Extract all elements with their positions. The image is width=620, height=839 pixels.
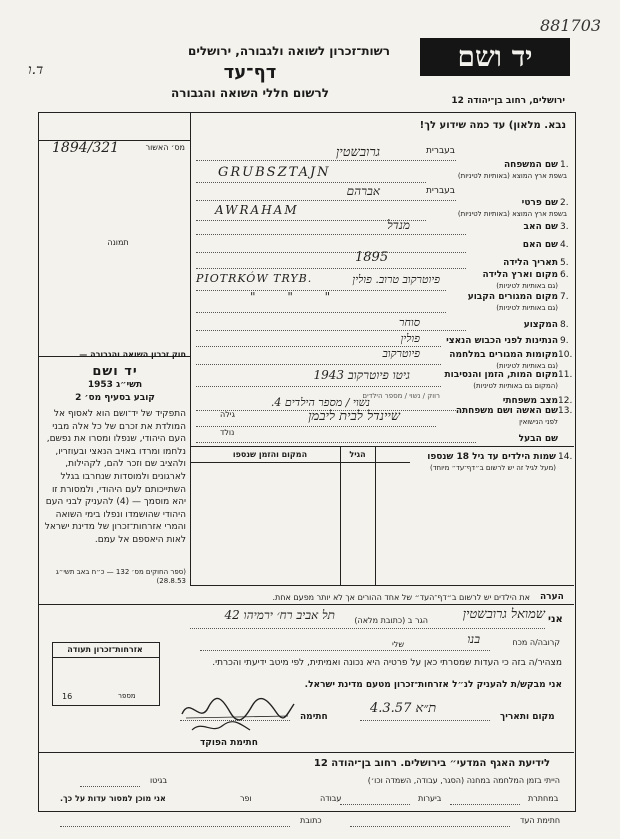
bottom-line3: אני מוכן למסור עדות על כך. <box>60 794 166 803</box>
header-address: ירושלים, רחוב בן־יהודה 12 <box>451 96 565 106</box>
law-year: תשי״ג 1953 <box>87 380 143 390</box>
f1-lang: בעברית <box>425 146 455 156</box>
f6-value: פיוטרקוב טרוב. פולין <box>352 273 440 286</box>
f13-sub: לפני הנישואין <box>519 418 558 426</box>
f1-line <box>196 160 456 161</box>
f13-num: 13. <box>558 406 573 416</box>
certificate-title: אזרחות־זכרון תעודה <box>67 645 143 654</box>
bottom-line2c: עבודה <box>320 794 342 803</box>
bottom-title: לידיעת האגף המדעי״ בירושלים. רחוב בן־יהודה 12 <box>313 758 550 769</box>
f12-value: נשוי / מספר הילדים 4. <box>270 396 370 409</box>
f9-num: 9. <box>560 336 569 346</box>
f11-label: מקום המות, הזמן והנסיבות <box>444 370 558 380</box>
f13-label: שם האשה ושם משפחתה <box>455 406 558 416</box>
archive-no-label: מס׳ האשור <box>145 143 185 152</box>
f11-line <box>196 386 441 387</box>
bottom-dots-4 <box>350 826 510 827</box>
certificate-number: 16 <box>62 692 73 701</box>
f5-line <box>196 268 466 269</box>
photo-label: תמונה <box>107 238 129 247</box>
f9-label: הנתינות לפני הכבוש הנאצי <box>446 336 558 346</box>
f4-line <box>196 252 466 253</box>
f3-line <box>196 234 466 235</box>
witness-request: אני מבקש/ת להעניק לנ״ל אזרחות־זכרון מטעם מדינת ישראל. <box>304 680 562 690</box>
f6-value-lat: PIOTRKÓW TRYB. <box>196 272 313 285</box>
certificate-title-line <box>52 657 159 658</box>
children-header-line <box>190 462 410 463</box>
f7-label: מקום המגורים הקבוע <box>467 292 558 302</box>
f2-lang: בעברית <box>425 186 455 196</box>
children-num: 14. <box>558 452 573 462</box>
f1-value-lat: GRUBSZTAJN <box>218 165 331 180</box>
bottom-dots-5 <box>60 826 290 827</box>
f6-label: מקום וארץ הלידה <box>482 270 558 280</box>
children-col-divider-1 <box>340 446 341 585</box>
children-title: שמות הילדים עד גיל 18 שנספו <box>427 452 556 462</box>
f12-options: רווק / נשוי / מספר הילדים <box>362 392 440 400</box>
note-label: הערה <box>540 592 564 602</box>
bottom-separator <box>38 752 574 753</box>
husband-label: שם הבעל <box>518 434 558 444</box>
witness-ani: אני <box>548 614 563 625</box>
f6-sub: (גם באותיות לטיניות) <box>496 282 558 290</box>
f8-line <box>196 330 466 331</box>
bottom-line2d: ופר <box>240 794 252 803</box>
f1-value-heb: גרובשטין <box>335 145 380 160</box>
f7-num: 7. <box>560 292 569 302</box>
f8-num: 8. <box>560 320 569 330</box>
f12-label: מצב משפחתי <box>502 396 558 406</box>
bottom-line4a: חתימת העד <box>520 816 561 825</box>
f10-num: 10. <box>558 350 573 360</box>
f13-value: שיינדל לבית ליבמן <box>308 409 400 424</box>
f4-num: 4. <box>560 240 569 250</box>
f5-value: 1895 <box>355 250 389 265</box>
relation-value: בנו <box>467 632 480 646</box>
law-clause: קובע בסעיף מס׳ 2 <box>75 393 155 403</box>
f3-label: שם האב <box>523 222 558 232</box>
yad-vashem-logo <box>420 38 570 76</box>
law-reference: (ספר החוקים מס׳ 132 — כ״ח באב תשי״ג 28.8.53) <box>55 568 186 585</box>
children-top-line <box>190 446 574 447</box>
bottom-line1a: הייתי בזמן המלחמה במחנה (הסגר, עבודה, השמדה וכו׳) <box>367 776 560 785</box>
intro-text: נבא. מלאון) עד כמה שידוע לך! <box>419 120 566 131</box>
f7-value: " " " <box>250 290 345 304</box>
f3-value: מנדל <box>387 218 410 232</box>
f1-line2 <box>196 182 426 183</box>
f2-value-heb: אברהם <box>346 184 380 198</box>
place-date-label: מקום ותאריך <box>500 712 555 722</box>
children-col-place: המקום והזמן שנספו <box>232 450 308 459</box>
archive-no-value: 1894/321 <box>52 140 120 156</box>
f3-num: 3. <box>560 222 569 232</box>
f2-num: 2. <box>560 198 569 208</box>
bottom-line2a: במחתרת <box>528 794 559 803</box>
f1-num: 1. <box>560 160 569 170</box>
bottom-line2b: ביערות <box>418 794 442 803</box>
authority-title: רשות־זכרון לשואה ולגבורה, ירושלים <box>187 44 390 58</box>
clerk-label: חתימת הפוקד <box>200 738 258 748</box>
f10-label: מקומות המגורים במלחמה <box>449 350 558 360</box>
certificate-number-label: מספר <box>118 692 136 700</box>
f2-sub: בשפת ארץ המוצא (באותיות לטיניות) <box>457 210 567 218</box>
wife-age-label: גילה <box>220 410 235 419</box>
logo-text: יד ושם <box>457 40 533 73</box>
place-date-value: ת״א 4.3.57 <box>370 701 437 716</box>
law-title: חוק זכרון השואה והגבורה — <box>79 350 186 359</box>
f11-num: 11. <box>558 370 573 380</box>
children-col-divider-2 <box>375 446 376 585</box>
children-note: (מעל לגיל זה יש לרשום ב״דף־עד״ מיוחד) <box>429 464 556 472</box>
signature-label: חתימה <box>300 712 328 722</box>
f8-label: המקצוע <box>523 320 558 330</box>
f11-sub: (המקום גם באותיות לטיניות) <box>473 382 558 390</box>
witness-name: שמואל גרובשטין <box>462 607 545 622</box>
f2-value-lat: AWRAHAM <box>215 203 299 217</box>
witness-line-1 <box>190 628 545 629</box>
witness-signature-icon <box>178 690 298 738</box>
law-body: התפקיד של יד־ושם הוא לאסוף אל המולדת את זכרם של כל אלה מבני העם היהודי, שנפלו ומסרו את נפשם, נלחמו ומרדו באויב הנאצי ובעוזריו, ולהציב שם וזכר להם, לקהילות, לארגונים ולמוסדות שנחרבו בגלל השתייכותם לעם היהודי, ולמסורת זו יהא מוסמך — (4) להעניק לבני העם היהודי שהושמדו ונפלו בימי השואה והמרי אזרחות־זכרון של מדינת ישראל לאות היאספם אל עמם. <box>44 409 186 545</box>
bottom-line4b: כתובת <box>300 816 322 825</box>
children-col-age: הגיל <box>349 450 366 459</box>
f10-line <box>196 364 441 365</box>
note-text: את הילדים יש לרשום ב״דף־העד״ של אחד ההורים אך לא יותר מפעם אחת. <box>272 593 530 602</box>
bottom-dots-2 <box>450 804 520 805</box>
place-date-line <box>360 720 490 721</box>
f9-value: פולין <box>400 332 420 345</box>
relation-label: קרובה/ה מכח <box>512 638 560 647</box>
f1-label: שם המשפחה <box>503 160 558 170</box>
children-bottom-line <box>190 585 574 586</box>
f5-num: 5. <box>560 258 569 268</box>
relation-tail: שלי <box>392 640 405 649</box>
witness-address-label: הגר ב (כתובת מלאה) <box>354 616 428 625</box>
f7-sub: (גם באותיות לטיניות) <box>496 304 558 312</box>
f10-sub: (גם באותיות לטיניות) <box>496 362 558 370</box>
f5-label: תאריך הלידה <box>503 258 558 268</box>
f10-value: פיוטרקוב <box>382 347 420 360</box>
bottom-dots-1 <box>80 786 140 787</box>
bottom-line1b: בגיטו <box>150 776 168 785</box>
f4-label: שם האם <box>522 240 558 250</box>
law-name: יד ושם <box>92 364 138 379</box>
f1-sub: בשפת ארץ המוצא (באותיות לטיניות) <box>457 172 567 180</box>
column-divider <box>190 112 191 585</box>
bottom-dots-3 <box>340 804 410 805</box>
witness-line-2 <box>200 650 490 651</box>
form-subtitle: לרשום חללי השואה והגבורה <box>171 86 329 100</box>
archive-number: 881703 <box>540 16 602 35</box>
born-label: נולד <box>220 428 235 437</box>
page-mark: ד.ו <box>28 62 44 78</box>
f13-line <box>196 426 436 427</box>
f2-label: שם פרטי <box>521 198 558 208</box>
f7-line <box>196 312 446 313</box>
husband-line <box>196 442 476 443</box>
f11-value: גיטו פיוטרקוב 1943 <box>313 368 410 382</box>
note-bottom-line <box>38 604 574 605</box>
form-title: דף־עד <box>223 62 277 83</box>
f2-line <box>196 200 456 201</box>
witness-address: תל אביב רח׳ ירמיהו 42 <box>224 608 335 622</box>
f12-num: 12. <box>558 396 573 406</box>
f6-num: 6. <box>560 270 569 280</box>
witness-declaration: מצהיר/ה בזה כי העדות שמסרתי כאן על פרטיה היא נכונה ואמיתית, לפי מיטב ידיעתי והכרתי. <box>212 658 562 668</box>
f8-value: סוחר <box>399 316 420 329</box>
